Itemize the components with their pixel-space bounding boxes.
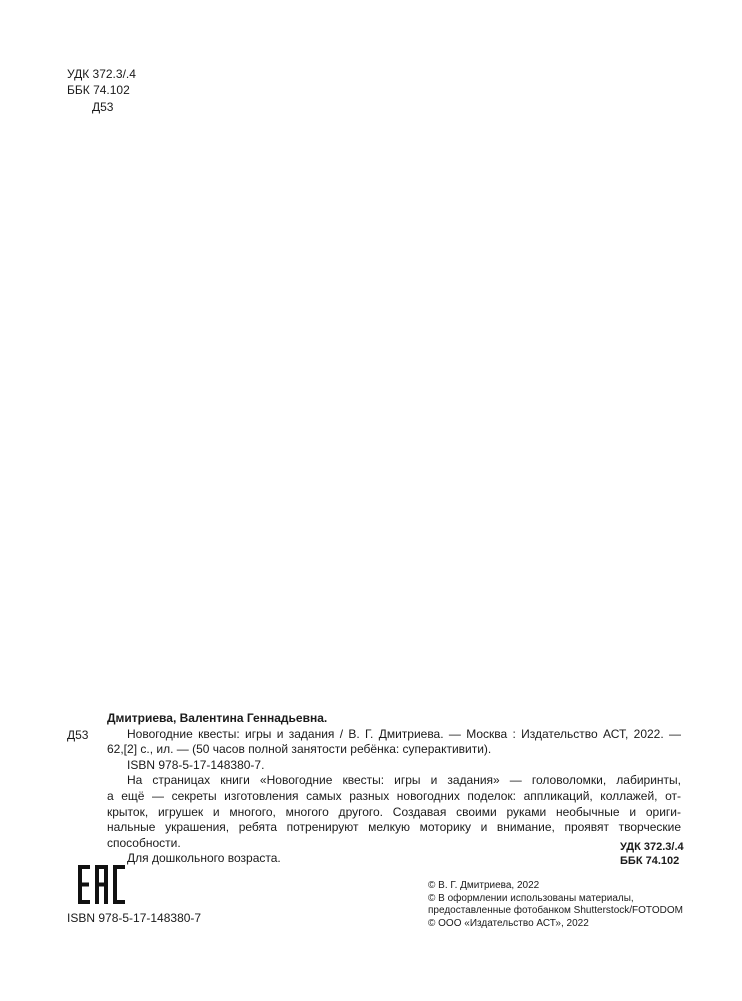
right-classification [620,840,684,868]
annotation-line-5: способности. [107,835,181,850]
top-bbk-code: ББК 74.102 [67,83,130,97]
record-author: Дмитриева, Валентина Геннадьевна. [107,711,328,725]
copyright-line-materials: © В оформлении использованы материалы, [428,892,634,904]
top-author-code: Д53 [92,100,114,114]
record-author-code: Д53 [67,728,89,742]
record-age-rating: Для дошкольного возраста. [127,851,281,866]
right-udk-code: УДК 372.3/.4 [620,841,684,853]
annotation-line-4: нальные украшения, ребята потренируют мелкую моторику и внимание, проявят творческие [107,820,681,835]
annotation-line-3: крыток, игрушек и многого, многого другого. Создавая своими руками необычные и ориги- [107,804,681,819]
top-udk-code: УДК 372.3/.4 [67,67,136,81]
bottom-isbn: ISBN 978-5-17-148380-7 [67,911,202,925]
annotation-line-2: а ещё — секреты изготовления самых разных новогодних поделок: аппликаций, коллажей, от- [107,788,681,803]
copyright-line-photobank: предоставленные фотобанком Shutterstock/FOTODOM [428,905,683,916]
copyright-block [428,880,683,930]
record-title-line-2: 62,[2] с., ил. — (50 часов полной занятости ребёнка: суперактивити). [107,742,492,757]
right-bbk-code: ББК 74.102 [620,855,680,867]
top-classification [67,66,136,98]
copyright-line-author: © В. Г. Дмитриева, 2022 [428,880,540,891]
copyright-line-publisher: © ООО «Издательство АСТ», 2022 [428,917,589,929]
annotation-line-1: На страницах книги «Новогодние квесты: игры и задания» — головоломки, лабиринты, [127,773,681,788]
eac-certification-icon [78,865,125,904]
bibliographic-record [107,711,681,867]
record-title-line-1: Новогодние квесты: игры и задания / В. Г. Дмитриева. — Москва : Издательство АСТ, 2022. — [127,726,681,741]
record-isbn: ISBN 978-5-17-148380-7. [127,757,265,772]
